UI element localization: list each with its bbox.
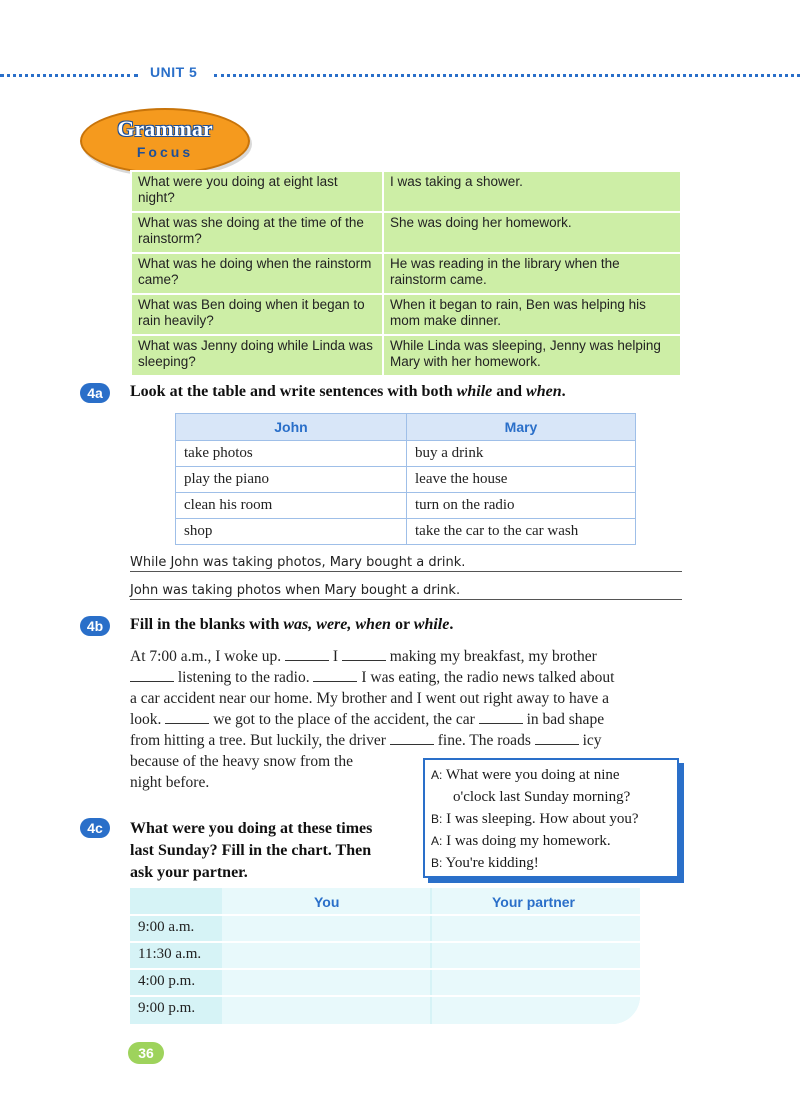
instruction-4c	[130, 818, 420, 884]
instr-text: .	[449, 616, 454, 633]
time-label: 9:00 a.m.	[138, 919, 195, 935]
para-text: from hitting a tree. But luckily, the driver	[130, 732, 390, 749]
table-row	[131, 253, 681, 294]
dialog-text: You're kidding!	[442, 855, 539, 871]
para-text: we got to the place of the accident, the car	[209, 711, 479, 728]
badge-title: Grammar	[117, 116, 213, 141]
table-cell: shop	[176, 519, 407, 545]
table-cell: buy a drink	[407, 441, 636, 467]
time-label: 11:30 a.m.	[138, 946, 202, 962]
dialog-line	[431, 808, 671, 830]
grammar-answer: She was doing her homework.	[383, 212, 681, 253]
dialog-text: What were you doing at nine	[442, 767, 620, 783]
dialog-line	[431, 786, 671, 808]
para-line	[130, 667, 682, 688]
instr-italic: while	[413, 616, 450, 633]
row-divider	[130, 914, 640, 916]
para-text: I	[328, 648, 342, 665]
blank-field[interactable]	[313, 668, 357, 682]
column-header-partner: Your partner	[492, 894, 575, 910]
para-text: At 7:00 a.m., I woke up.	[130, 648, 285, 665]
instr-italic: while	[456, 383, 493, 400]
instruction-4a	[130, 383, 566, 401]
table-row	[176, 467, 636, 493]
grammar-focus-badge	[80, 108, 250, 174]
para-line	[130, 730, 682, 751]
section-marker-4b: 4b	[80, 616, 110, 636]
grammar-question: What was Ben doing when it began to rain heavily?	[131, 294, 383, 335]
header-dots-right	[214, 74, 800, 77]
dialog-line	[431, 764, 671, 786]
column-header-john: John	[176, 414, 407, 441]
instr-text: or	[390, 616, 414, 633]
para-line	[130, 646, 682, 667]
header-dots-left	[0, 74, 138, 77]
speaker-label: B:	[431, 856, 443, 870]
blank-field[interactable]	[479, 710, 523, 724]
dialog-text: I was sleeping. How about you?	[442, 811, 639, 827]
speaker-label: A:	[431, 768, 443, 782]
table-row	[176, 493, 636, 519]
instr-text: Look at the table and write sentences with both	[130, 383, 457, 400]
page-number: 36	[128, 1042, 164, 1064]
grammar-answer: While Linda was sleeping, Jenny was helping Mary with her homework.	[383, 335, 681, 376]
dialog-line	[431, 830, 671, 852]
para-text: making my breakfast, my brother	[385, 648, 597, 665]
grammar-question: What was she doing at the time of the rainstorm?	[131, 212, 383, 253]
para-text: fine. The roads	[433, 732, 535, 749]
blank-field[interactable]	[535, 731, 579, 745]
table-cell: take the car to the car wash	[407, 519, 636, 545]
table-cell: play the piano	[176, 467, 407, 493]
time-label: 4:00 p.m.	[138, 973, 196, 989]
blank-field[interactable]	[130, 668, 174, 682]
para-text: listening to the radio.	[174, 669, 314, 686]
instr-text: .	[561, 383, 566, 400]
instr-italic: was, were, when	[283, 616, 391, 633]
john-mary-table	[175, 413, 636, 545]
instr-line: ask your partner.	[130, 864, 248, 881]
grammar-question: What was he doing when the rainstorm came?	[131, 253, 383, 294]
table-row	[131, 335, 681, 376]
dialog-text: I was doing my homework.	[442, 833, 611, 849]
table-row	[176, 441, 636, 467]
dialog-line	[431, 852, 671, 874]
example-sentence-1: While John was taking photos, Mary bought a drink.	[130, 555, 682, 572]
example-sentence-2: John was taking photos when Mary bought a drink.	[130, 583, 682, 600]
para-line: night before.	[130, 774, 210, 791]
table-cell: leave the house	[407, 467, 636, 493]
speaker-label: A:	[431, 834, 443, 848]
para-line: a car accident near our home. My brother and I went out right away to have a	[130, 690, 610, 707]
table-header-row	[176, 414, 636, 441]
table-row	[131, 171, 681, 212]
table-cell: clean his room	[176, 493, 407, 519]
column-header-you: You	[314, 894, 340, 910]
para-text: I was eating, the radio news talked about	[357, 669, 615, 686]
instruction-4b	[130, 616, 453, 634]
blank-field[interactable]	[285, 647, 329, 661]
dialog-box	[423, 758, 679, 878]
table-cell: take photos	[176, 441, 407, 467]
para-text: in bad shape	[522, 711, 605, 728]
badge-subtitle: Focus	[136, 144, 194, 160]
row-divider	[130, 941, 640, 943]
para-line	[130, 709, 682, 730]
column-header-mary: Mary	[407, 414, 636, 441]
blank-field[interactable]	[342, 647, 386, 661]
grammar-answer: When it began to rain, Ben was helping his mom make dinner.	[383, 294, 681, 335]
para-text: look.	[130, 711, 166, 728]
instr-text: Fill in the blanks with	[130, 616, 284, 633]
grammar-table	[130, 170, 682, 377]
speaker-label: B:	[431, 812, 443, 826]
table-row	[131, 212, 681, 253]
para-text: icy	[578, 732, 602, 749]
blank-field[interactable]	[165, 710, 209, 724]
blank-field[interactable]	[390, 731, 434, 745]
row-divider	[130, 995, 640, 997]
table-cell: turn on the radio	[407, 493, 636, 519]
times-chart	[130, 888, 640, 1024]
time-label: 9:00 p.m.	[138, 1000, 196, 1016]
unit-label: UNIT 5	[150, 64, 198, 80]
row-divider	[130, 968, 640, 970]
grammar-question: What were you doing at eight last night?	[131, 171, 383, 212]
grammar-answer: I was taking a shower.	[383, 171, 681, 212]
instr-italic: when	[526, 383, 562, 400]
section-marker-4a: 4a	[80, 383, 110, 403]
dialog-text: o'clock last Sunday morning?	[453, 789, 631, 805]
table-row	[176, 519, 636, 545]
instr-text: and	[492, 383, 527, 400]
section-marker-4c: 4c	[80, 818, 110, 838]
instr-line: last Sunday? Fill in the chart. Then	[130, 842, 372, 859]
para-line: because of the heavy snow from the	[130, 753, 353, 770]
instr-line: What were you doing at these times	[130, 820, 373, 837]
grammar-answer: He was reading in the library when the rainstorm came.	[383, 253, 681, 294]
table-row	[131, 294, 681, 335]
grammar-question: What was Jenny doing while Linda was sleeping?	[131, 335, 383, 376]
